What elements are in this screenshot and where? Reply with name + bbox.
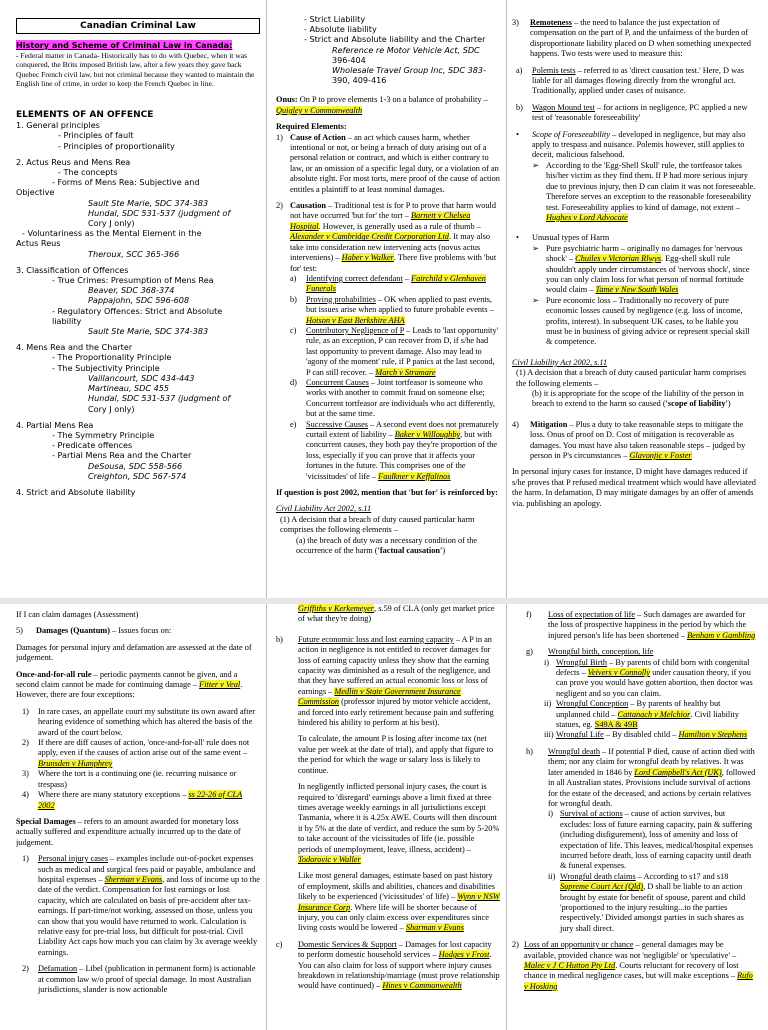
item-text: – Libel (publication in permanent form) is actionable at common law w/o proof of special damage. In most Australian jurisdictions, slander is now actionable xyxy=(38,964,256,994)
outline-line: - The Proportionality Principle xyxy=(52,352,172,363)
outline-line: 4. Mens Rea and the Charter xyxy=(16,342,133,353)
outline-line: - Forms of Mens Rea: Subjective and xyxy=(52,177,200,188)
item-number: 4) xyxy=(22,790,29,800)
outline-case: Martineau, SDC 455 xyxy=(88,383,170,394)
item-text: – Joint tortfeasor is someone who works with another to commit fraud on someone else; Concurrent tortfeasor are individuals who act differently, but at the same time. xyxy=(306,377,495,419)
item-label: Wrongful Life xyxy=(556,730,604,740)
list-item xyxy=(276,635,500,729)
item-text: Pure psychiatric harm – originally no damages for 'nervous shock' – xyxy=(546,243,743,264)
item-letter: c) xyxy=(276,939,283,949)
special-damages-label: Special Damages xyxy=(16,816,76,826)
item-label: Polemis tests xyxy=(532,65,576,75)
item-text: . Egg-shell skull rule shouldn't apply under circumstances of 'nervous shock', since you can only claim loss for what person of normal fortitude would claim – xyxy=(546,254,750,295)
item-label: Proving probabilities xyxy=(306,294,376,304)
item-text: – OK when applied to past events, but issues arise when applied to future probable events – xyxy=(306,294,494,315)
wrongful-list xyxy=(512,658,756,741)
outline-case: DeSousa, SDC 558-566 xyxy=(88,460,183,471)
outline-line: 390, 409-416 xyxy=(332,75,387,86)
top-column-3 xyxy=(512,0,756,598)
elements-outline xyxy=(16,120,260,497)
case-citation: Sherman v Evans xyxy=(104,874,163,884)
outline-line: - The concepts xyxy=(58,167,118,178)
statute-clause xyxy=(512,389,756,410)
case-citation: Tame v New South Wales xyxy=(595,285,679,295)
causation-text: . It may also take into consideration new intervening acts (novus actus interveniens) – xyxy=(290,232,490,263)
item-label: Wrongful Conception xyxy=(556,699,629,709)
outline-line: 4. Partial Mens Rea xyxy=(16,419,94,430)
outline-line: - Predicate offences xyxy=(52,440,133,451)
item-label: Wrongful death claims xyxy=(560,871,636,881)
outline-case: Sault Ste Marie, SDC 374-383 xyxy=(88,326,209,337)
item-label: Wrongful death xyxy=(548,746,600,756)
history-heading: History and Scheme of Criminal Law in Canada: xyxy=(16,40,233,50)
outline-line: - Principles of proportionality xyxy=(58,140,175,151)
cause-of-action-label: Cause of Action xyxy=(290,132,346,142)
damages-label: Damages (Quantum) xyxy=(36,626,110,636)
outline-line: - Voluntariness as the Mental Element in the xyxy=(22,228,202,239)
outline-case: Hundal, SDC 531-537 (judgment of xyxy=(88,393,231,404)
item-text: – cause of action survives, but excludes: loss of future earning capacity, pain & suffering (including disfigurement), loss of amenity and loss of expectation of life. This leaves, medical/hospital expenses incurred before death, loss of earning capacity until death & funeral expenses. xyxy=(560,809,753,871)
case-citation: ss 22-26 of CLA 2002 xyxy=(38,790,243,810)
remoteness-item xyxy=(512,18,756,60)
item-text: , and loss of income up to the date of the verdict. Compensation for lost earnings or lost capacity, which are calculated on basis of pre-accident after tax-earnings. If part-time/not working, assessed on those, unless you can show that you would have returned to work. Calculation is relative easy for pre-trial loss, but difficult for post-trial. Civil Liability Act caps how much you can claim by 3x average weekly earnings. xyxy=(38,874,260,957)
case-citation: Fairchild v Glenhaven Funerals xyxy=(306,273,486,294)
statute-term: 'factual causation' xyxy=(377,546,443,556)
case-citation: March v Stramare xyxy=(375,367,436,377)
case-citation: Malec v J C Hutton Pty Ltd xyxy=(524,961,616,970)
list-item xyxy=(512,747,756,809)
outline-case: Wholesale Travel Group Inc, SDC 383- xyxy=(332,65,486,76)
list-item: a) Polemis tests – referred to as 'direct causation test.' Here, D was liable for all damages flowing directly from the wrongful act. Traditionally, applied under cases of nuisance. xyxy=(516,65,744,96)
outline-line: - Strict and Absolute liability and the Charter xyxy=(304,34,486,45)
case-citation: Alexander v Cambridge Credit Corporation Ltd xyxy=(290,232,449,242)
onus-paragraph xyxy=(276,95,500,116)
list-item xyxy=(16,854,260,958)
causation-problems-list xyxy=(276,274,500,482)
item-text: – By disabled child – xyxy=(603,730,677,740)
paragraph-text: , s.59 of CLA (only get market price of what they're doing) xyxy=(298,604,495,624)
case-citation: Baker v Willoughby xyxy=(394,430,461,440)
list-item: ii) Wrongful death claims – According to s17 and s18 Supreme Court Act (Qld), D shall be liable to an action brought by estate for benefit of spouse, parent and child 'proportioned to the injury resulting...to the parties respectively.' Divided amongst parties in such shares as jury shall direct. xyxy=(548,871,746,933)
statute-clause-end: ) xyxy=(442,546,446,556)
list-item xyxy=(22,738,260,769)
case-citation: Glavonjic v Foster xyxy=(629,451,692,461)
outline-case: Reference re Motor Vehicle Act, SDC xyxy=(332,44,480,55)
outline-case: Hundal, SDC 531-537 (judgment of xyxy=(88,207,231,218)
outline-line: Cory J only) xyxy=(88,403,135,414)
item-text: Pure economic loss – Traditionally no recovery of pure economic losses caused by negligence (e.g. loss of income, profits, interest). In subsequent UK cases, to be liable you must be in business of giving advice or represent special skill & competence. xyxy=(546,295,750,347)
list-item: • Scope of Foreseeability – developed in negligence, but may also apply to trespass and nuisance. Polemis however, still applies to deceit, malicious falsehood. xyxy=(516,129,746,160)
outline-case: Theroux, SCC 365-366 xyxy=(88,248,180,259)
list-item: i) Wrongful Birth – By parents of child born with congenital defects – Veivers v Connolly under causation theory, if you can prove you would have gotten abortion, then doctor was negligent and so you can claim. xyxy=(544,657,753,698)
list-item xyxy=(512,940,756,992)
list-item: • Unusual types of Harm xyxy=(512,233,756,243)
list-item: b) Wagon Mound test – for actions in negligence, PC applied a new test of 'reasonable foreseeability' xyxy=(516,102,748,123)
list-item: iii) Wrongful Life – By disabled child – Hamilton v Stephens xyxy=(544,730,748,740)
case-citation: Hamilton v Stephens xyxy=(678,730,748,740)
item-number: 1) xyxy=(22,706,29,716)
item-text: , followed in all Australian states. Provisions include survival of actions for the estate of the deceased, and actions by certain relatives for wrongful death. xyxy=(548,767,756,808)
list-item: ➢ Pure economic loss – Traditionally no recovery of pure economic losses caused by negligence (e.g. loss of income, profits, interest). In subsequent UK cases, to be liable you must be in business of giving advice or represent special skill & competence. xyxy=(512,296,756,348)
item-number: 2) xyxy=(22,964,29,974)
outline-line: - The Symmetry Principle xyxy=(52,429,155,440)
damages-paragraph: Damages for personal injury and defamation are assessed at the date of judgement. xyxy=(16,642,252,663)
outline-line: - Absolute liability xyxy=(304,24,377,35)
item-text: – referred to as 'direct causation test.' Here, D was liable for all damages flowing directly from the wrongful act. Traditionally, applied under cases of nuisance. xyxy=(532,65,744,96)
case-citation: Veivers v Connolly xyxy=(587,668,651,678)
personal-injury-paragraph: In personal injury cases for instance, D might have damages reduced if s/he proves that P refused medical treatment which would have alleviated the harm. In defamation, D may mitigate damages by an offer of amends via. publishing an apology. xyxy=(512,467,756,508)
elements-heading: ELEMENTS OF AN OFFENCE xyxy=(16,110,154,121)
item-text: – According to s17 and s18 xyxy=(635,871,729,881)
case-citation: Brunsden v Humphrey xyxy=(38,758,113,768)
item-text: Where there are many statutory exceptions – xyxy=(38,790,187,800)
item-label: Personal injury cases xyxy=(38,854,109,864)
item-text: – By parents of child born with congenital defects – xyxy=(556,657,750,678)
case-citation: Hotson v East Berkshire AHA xyxy=(306,315,405,325)
outline-line: 2. Actus Reus and Mens Rea xyxy=(16,156,131,167)
item-text: – Leads to 'last opportunity' rule, as an exception, P can recover from D, if s/he had last opportunity to prevent damage. Also may lead to 'agony of the moment' rule, if P panics at the last second, P can still recover. – xyxy=(306,325,499,377)
item-label: Scope of Foreseeability xyxy=(532,129,611,139)
case-citation: Griffiths v Kerkemeyer xyxy=(298,604,375,613)
statute-clause-text: (a) the breach of duty was a necessary condition of the occurrence of the harm ( xyxy=(296,535,478,556)
item-text: . You can also claim for loss of support where injury causes breakdown in relationship/marriage (must prove relationship would have continued) – xyxy=(298,950,500,991)
outline-line: - Regulatory Offences: Strict and Absolute xyxy=(52,305,223,316)
list-item xyxy=(290,295,500,326)
bottom-column-2 xyxy=(276,604,500,1030)
item-number: 3) xyxy=(512,18,519,27)
causation-label: Causation xyxy=(290,201,326,211)
item-text: In rare cases, an appellate court my substitute its own award after hearing evidence of something which has altered the basis of the award of the court below. xyxy=(38,706,256,737)
item-text: , D shall be liable to an action brought by estate for benefit of spouse, parent and child 'proportioned to the injury resulting...to the parties respectively.' Divided amongst parties in such shares as jury shall direct. xyxy=(560,882,746,933)
list-item xyxy=(22,790,260,811)
bottom-column-3 xyxy=(512,604,756,1030)
case-citation: Hodges v Frost xyxy=(438,950,490,960)
list-item xyxy=(22,707,260,738)
outline-line: 3. Classification of Offences xyxy=(16,264,129,275)
list-item xyxy=(276,940,500,992)
causation-item xyxy=(276,201,500,274)
item-label: Identifying correct defendant xyxy=(306,273,403,283)
list-item: ➢ According to the 'Egg-Shell Skull' rule, the tortfeasor takes his/her victim as they find them. If P had more serious injury due to previous injury, then D can claim it was not foreseeable. Therefore serves an exception to the reasonable foreseeability test. Foreseeability applies to kind of damage, not extent – Hughes v Lord Advocate xyxy=(532,160,756,222)
case-citation: Rufo v Hosking xyxy=(524,971,753,991)
item-letter: h) xyxy=(526,746,533,756)
outline-line: Cory J only) xyxy=(88,218,135,229)
item-text: Where the tort is a continuing one (ie. recurring nuisance or trespass) xyxy=(38,769,237,789)
outline-line: - Partial Mens Rea and the Charter xyxy=(52,450,192,461)
item-letter: d) xyxy=(290,377,297,387)
item-letter: e) xyxy=(290,419,297,429)
outline-line: - Strict Liability xyxy=(304,14,366,24)
paragraph-text: Like most general damages, estimate based on past history of employment, skills and abilities, chances and disabilities likely to be experienced ('vicissitudes' of life) – xyxy=(298,871,496,902)
mitigation-item xyxy=(512,420,756,462)
cause-of-action-text: – an act which causes harm, whether intentional or not, or being a breach of duty arising out of a personal relation or contract, and which is either contrary to law, or an omission of a specific legal duty, or a violation of an absolute right. For most torts, mere proof of the cause of action entitles a plaintiff to at least nominal damages. xyxy=(290,132,500,194)
paragraph-text: In negligently inflicted personal injury cases, the court is required to 'disregard' earnings above a limit fixed at three times average weekly earnings in all jurisdictions except Tasmania, where it is 4.25x AWE. Courts will then discount it by 5% at the date of verdict, and reduce the sum by 5-20% to take account of the vicissitudes of life (ie. possible periods of unemployment, leave, illness, accident) – xyxy=(298,782,500,854)
item-letter: f) xyxy=(526,610,532,619)
item-label: Loss of expectation of life xyxy=(548,610,636,619)
calculation-paragraph: To calculate, the amount P is losing after income tax (net value per week at the date of trial), and apply that figure to the period for which the wage or salary loss is likely to continue. xyxy=(298,734,494,775)
bottom-page xyxy=(0,598,768,1030)
item-number: 2) xyxy=(276,201,283,211)
causation-text: – Traditional test is for P to prove that harm would not have occurred 'but for' the tort – xyxy=(290,201,496,221)
item-number: 2) xyxy=(22,738,29,748)
negligence-paragraph xyxy=(276,782,500,865)
causation-text: . There five problems with 'but for' test: xyxy=(290,253,497,273)
required-elements-heading: Required Elements: xyxy=(276,122,347,132)
case-citation: Chuiles v Victorian Rlwys xyxy=(575,254,661,264)
item-text: – A P in an action in negligence is not entitled to recover damages for loss of earning capacity unless they show that the earning capacity was diminished as a result of the negligence, and that they have suffered an actual economic loss or loss of earnings – xyxy=(298,634,492,696)
outline-line: - True Crimes: Presumption of Mens Rea xyxy=(52,275,214,286)
list-item: ➢ Pure psychiatric harm – originally no damages for 'nervous shock' – Chuiles v Victorian Rlwys. Egg-shell skull rule shouldn't apply under circumstances of 'nervous shock', since you can only claim loss for what person of normal fortitude would claim – Tame v New South Wales xyxy=(532,243,750,295)
item-letter: a) xyxy=(290,273,297,283)
item-text: , but with concurrent causes, they both pay they're proportion of the loss, especially if you can prove that it affects your fortunes in the future. This comprises one of the 'vicissitudes' of life – xyxy=(306,430,498,481)
item-number: 3) xyxy=(22,769,29,779)
item-text: (professor injured by motor vehicle accident, and forced into early retirement because pain and suffering hindered his ability to perform at his best). xyxy=(298,697,494,728)
item-text: – Damages for lost capacity to perform domestic household services – xyxy=(298,939,492,960)
damages-text: – Issues focus on: xyxy=(109,626,172,636)
outline-case: Sault Ste Marie, SDC 374-383 xyxy=(88,197,209,208)
item-letter: b) xyxy=(276,634,283,644)
item-label: Unusual types of Harm xyxy=(532,233,610,243)
item-text: . Courts reluctant for recovery of lost chance in medical negligence cases, but will make exceptions – xyxy=(524,961,739,981)
mitigation-text: – Plus a duty to take reasonable steps to mitigate the loss. Onus of proof on D. Cost of mitigation is recoverable as damages. You must have also taken reasonable steps – judged by person in P's circumstances – xyxy=(530,419,746,461)
wrongful-death-list xyxy=(512,809,756,934)
item-letter: g) xyxy=(526,647,533,657)
outline-line: - Principles of fault xyxy=(58,130,134,141)
list-item xyxy=(290,326,500,378)
item-text: – for actions in negligence, PC applied a new test of 'reasonable foreseeability' xyxy=(532,102,748,123)
item-label: Loss of an opportunity or chance xyxy=(524,940,634,950)
list-item xyxy=(512,610,756,641)
top-column-2 xyxy=(276,0,500,598)
once-and-for-all-paragraph xyxy=(16,670,260,701)
item-letter: c) xyxy=(290,325,297,335)
item-text: . Civil liability statues, eg. xyxy=(556,709,739,730)
case-citation: Fitter v Veal xyxy=(199,680,241,690)
column-divider xyxy=(506,604,507,1030)
section-intro: If I can claim damages (Assessment) xyxy=(16,610,139,619)
item-label: Concurrent Causes xyxy=(306,377,369,387)
bottom-column-1 xyxy=(16,604,260,1030)
item-number: 2) xyxy=(512,940,519,950)
causation-text: . However, is generally used as a rule of thumb – xyxy=(318,221,481,231)
statute-term: 'scope of liability' xyxy=(665,399,728,409)
case-citation: Hines v Commonwealth xyxy=(382,981,462,991)
case-citation: Barnett v Chelsea Hospital xyxy=(290,211,471,231)
case-citation: Haber v Walker xyxy=(341,253,394,263)
case-citation: Wynn v NSW Insurance Corp xyxy=(298,892,500,912)
outline-line: Actus Reus xyxy=(16,238,61,249)
list-item xyxy=(16,964,260,995)
history-text: - Federal matter in Canada- Historically has to do with Quebec, when it was conquered, the Brits imposed British law, after a few years they gave back Quebec French civil law, but not criminal because they wanted to maintain the English line of crime, in order to keep the French Quebec in line. xyxy=(16,51,255,88)
rule-text: . However, there are four exceptions: xyxy=(16,680,243,700)
statute-title: Civil Liability Act 2002, s.11 xyxy=(512,357,608,367)
item-text: – If potential P died, cause of action died with them; nor any claim for wrongful death by relatives. It was later amended in 1846 by xyxy=(548,746,755,777)
case-citation: Lord Campbell's Act (UK) xyxy=(634,767,722,777)
item-label: Domestic Services & Support xyxy=(298,939,397,949)
item-text: – Such damages are awarded for the loss of prospective happiness in the period by which the injured person's life has been shortened – xyxy=(548,610,747,640)
case-citation: Cattanach v Melchior xyxy=(617,709,691,719)
item-text: According to the 'Egg-Shell Skull' rule, the tortfeasor takes his/her victim as they find them. If P had more serious injury due to previous injury, then D can claim it was not foreseeable. Therefore serves an exception to the reasonable foreseeability test. Foreseeability applies to kind of damage, not extent – xyxy=(546,160,756,212)
statute-title: Civil Liability Act 2002, s.11 xyxy=(276,504,372,514)
item-letter: b) xyxy=(290,294,297,304)
mitigation-label: Mitigation xyxy=(530,419,568,429)
item-label: Future economic loss and lost earning capacity xyxy=(298,634,454,644)
list-item: i) Survival of actions – cause of action survives, but excludes: loss of future earning capacity, pain & suffering (including disfigurement), loss of amenity and loss of expectation of life. This leaves, medical/hospital expenses incurred before death, loss of earning capacity until death & funeral expenses. xyxy=(548,809,753,871)
item-number: 4) xyxy=(512,419,519,429)
statute-clause xyxy=(276,536,500,557)
rule-text: – periodic payments cannot be given, and a second claim cannot be made for continuing damage – xyxy=(16,669,238,690)
case-citation: Supreme Court Act (Qld) xyxy=(560,882,644,892)
item-label: Successive Causes xyxy=(306,419,368,429)
remoteness-text: – the need to balance the just expectation of compensation on the part of P, and the unfairness of the burden of disproportionate liability placed on D when something unexpected happens. Two tests were used to measure this: xyxy=(530,18,751,59)
item-text: – xyxy=(402,273,412,283)
item-text: – developed in negligence, but may also apply to trespass and nuisance. Polemis however, still applies to deceit, malicious falsehood. xyxy=(532,129,746,160)
post-2002-note: If question is post 2002, mention that 'but for' is reinforced by: xyxy=(276,488,498,498)
item-text: – general damages may be available, provided chance was not 'negligible' or 'speculative' – xyxy=(524,940,737,960)
item-text: – examples include out-of-pocket expenses such as medical and surgical fees paid or payable, ambulance and hospital expenses – xyxy=(38,854,256,884)
top-column-1 xyxy=(16,0,260,598)
item-label: Defamation xyxy=(38,964,78,974)
column-divider xyxy=(266,0,267,598)
case-citation: Todorovic v Waller xyxy=(298,854,361,864)
damages-item xyxy=(16,626,260,636)
item-number: 1) xyxy=(276,132,283,142)
case-citation: Sharman v Evans xyxy=(405,923,464,933)
item-label: Survival of actions xyxy=(560,809,623,819)
general-damages-paragraph xyxy=(276,871,500,933)
statute-text: (1) A decision that a breach of duty caused particular harm comprises the following elements – xyxy=(516,368,747,388)
continued-paragraph xyxy=(276,604,500,625)
rule-label: Once-and-for-all rule xyxy=(16,669,92,679)
paragraph-text: . Where life will be shorter because of injury, you can only claim excess over expenditures since living costs would be lowered – xyxy=(298,902,489,933)
onus-label: Onus: xyxy=(276,95,298,105)
onus-text: On P to prove elements 1-3 on a balance of probability – xyxy=(299,95,488,105)
list-item xyxy=(290,378,500,420)
case-citation: Hughes v Lord Advocate xyxy=(546,212,628,222)
exceptions-list xyxy=(16,707,260,811)
list-item xyxy=(22,769,260,790)
liability-outline xyxy=(276,14,500,85)
outline-line: 396-404 xyxy=(332,54,366,65)
item-text: If there are diff causes of action, 'once-and-for-all' rule does not apply, even if the causes of action arise out of the same event – xyxy=(38,738,250,758)
statute-clause-text: (b) it is appropriate for the scope of the liability of the person in breach to extend to the harm so caused ( xyxy=(532,389,744,409)
outline-case: Pappajohn, SDC 596-608 xyxy=(88,295,190,306)
outline-line: 4. Strict and Absolute liability xyxy=(16,486,136,497)
item-text: under causation theory, if you can prove you would have gotten abortion, then doctor was negligent and so you can claim. xyxy=(556,668,753,698)
outline-line: 1. General principles xyxy=(16,120,100,131)
outline-case: Creighton, SDC 567-574 xyxy=(88,470,187,481)
remoteness-label: Remoteness xyxy=(530,18,572,27)
item-label: Wagon Mound test xyxy=(532,102,595,112)
list-item xyxy=(290,274,500,295)
case-citation: Benham v Gambling xyxy=(687,630,756,640)
item-label: Wrongful birth, conception, life xyxy=(548,647,654,657)
item-label: Wrongful Birth xyxy=(556,657,608,667)
item-number: 1) xyxy=(22,854,29,864)
document-title: Canadian Criminal Law xyxy=(16,18,260,34)
outline-line: Objective xyxy=(16,187,55,198)
outline-case: Beaver, SDC 368-374 xyxy=(88,285,175,296)
item-label: Contributory Negligence of P xyxy=(306,325,405,335)
cause-of-action-item xyxy=(276,133,500,195)
statute-text: (1) A decision that a breach of duty caused particular harm comprises the following elements – xyxy=(280,514,475,535)
outline-line: - The Subjectivity Principle xyxy=(52,362,160,373)
column-divider xyxy=(506,0,507,598)
item-number: 5) xyxy=(16,626,23,636)
outline-case: Vaillancourt, SDC 434-443 xyxy=(88,372,195,383)
list-item: ii) Wrongful Conception – By parents of healthy but unplanned child – Cattanach v Melchior. Civil liability statues, eg. S49A & 49B xyxy=(544,699,739,730)
list-item xyxy=(512,647,756,657)
statute-clause-end: ) xyxy=(727,399,731,409)
item-text: – By parents of healthy but unplanned child – xyxy=(556,699,721,719)
list-item xyxy=(290,420,500,482)
case-citation: Faulkner v Keffalinos xyxy=(378,471,451,481)
statute-citation: S49A & 49B xyxy=(594,720,638,730)
case-citation: Medlin v State Government Insurance Commission xyxy=(298,686,461,707)
case-citation: Quigley v Commonwealth xyxy=(276,105,363,115)
column-divider xyxy=(266,604,267,1030)
special-damages-paragraph xyxy=(16,817,260,848)
special-damages-text: – refers to an amount awarded for monetary loss actually suffered and expenditure actually incurred up to the date of judgement. xyxy=(16,816,241,847)
item-text: – A second event does not prematurely curtail extent of liability – xyxy=(306,419,499,440)
outline-line: liability xyxy=(52,315,82,326)
